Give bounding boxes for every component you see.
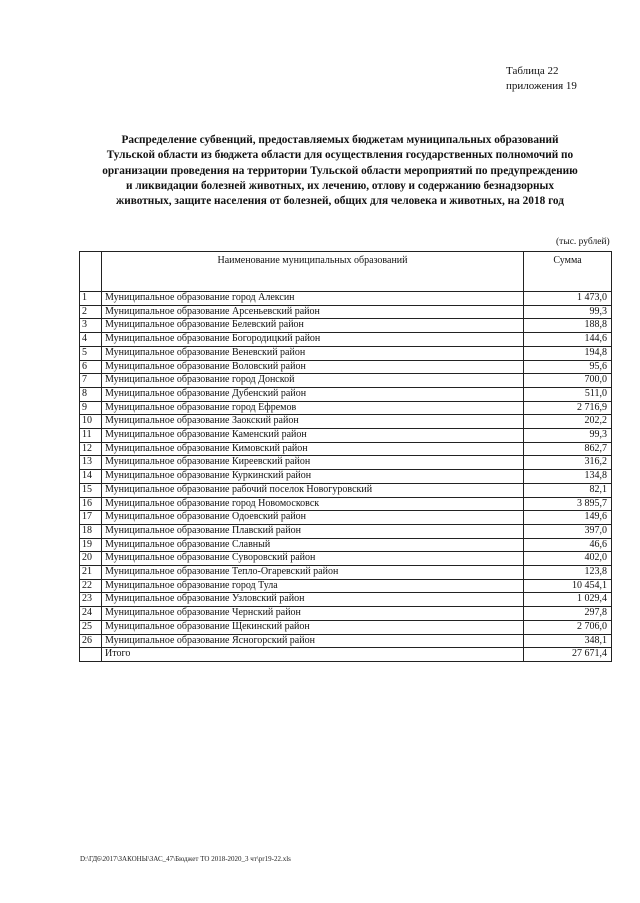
municipality-name: Муниципальное образование Куркинский район — [102, 470, 524, 484]
amount: 134,8 — [524, 470, 612, 484]
amount: 297,8 — [524, 607, 612, 621]
row-number: 14 — [80, 470, 102, 484]
table-row — [80, 552, 612, 566]
row-number: 10 — [80, 415, 102, 429]
municipality-name: Муниципальное образование Суворовский район — [102, 552, 524, 566]
table-row — [80, 292, 612, 306]
table-row — [80, 566, 612, 580]
amount: 99,3 — [524, 429, 612, 443]
amount: 397,0 — [524, 524, 612, 538]
municipality-name: Муниципальное образование Плавский район — [102, 524, 524, 538]
table-row — [80, 456, 612, 470]
municipality-name: Муниципальное образование Белевский район — [102, 319, 524, 333]
row-number: 19 — [80, 538, 102, 552]
title-line: и ликвидации болезней животных, их лечению, отлову и содержанию безнадзорных — [126, 179, 554, 192]
row-number: 16 — [80, 497, 102, 511]
table-row — [80, 442, 612, 456]
row-number: 26 — [80, 634, 102, 648]
row-number: 22 — [80, 579, 102, 593]
title-line: животных, защите населения от болезней, общих для человека и животных, на 2018 год — [116, 195, 564, 208]
table-row — [80, 374, 612, 388]
row-number: 18 — [80, 524, 102, 538]
table-row — [80, 497, 612, 511]
amount: 144,6 — [524, 333, 612, 347]
row-number: 1 — [80, 292, 102, 306]
amount: 348,1 — [524, 634, 612, 648]
municipality-name: Муниципальное образование Узловский район — [102, 593, 524, 607]
header-name: Наименование муниципальных образований — [102, 252, 524, 292]
table-body — [80, 292, 612, 662]
amount: 2 706,0 — [524, 620, 612, 634]
title-line: Распределение субвенций, предоставляемых бюджетам муниципальных образований — [121, 134, 559, 146]
header-sum: Сумма — [524, 252, 612, 292]
table-row — [80, 415, 612, 429]
municipality-name: Муниципальное образование Чернский район — [102, 607, 524, 621]
row-number: 3 — [80, 319, 102, 333]
amount: 1 029,4 — [524, 593, 612, 607]
header-number — [80, 252, 102, 292]
municipality-name: Муниципальное образование город Алексин — [102, 292, 524, 306]
subventions-table — [79, 251, 612, 662]
municipality-name: Итого — [102, 648, 524, 662]
table-row — [80, 538, 612, 552]
municipality-name: Муниципальное образование Славный — [102, 538, 524, 552]
municipality-name: Муниципальное образование Ясногорский район — [102, 634, 524, 648]
table-row — [80, 620, 612, 634]
table-row — [80, 305, 612, 319]
amount: 202,2 — [524, 415, 612, 429]
municipality-name: Муниципальное образование Кимовский район — [102, 442, 524, 456]
municipality-name: Муниципальное образование Воловский район — [102, 360, 524, 374]
table-row — [80, 634, 612, 648]
amount: 82,1 — [524, 483, 612, 497]
table-row — [80, 607, 612, 621]
table-row — [80, 511, 612, 525]
row-number: 23 — [80, 593, 102, 607]
row-number: 25 — [80, 620, 102, 634]
municipality-name: Муниципальное образование рабочий поселок Новогуровский — [102, 483, 524, 497]
row-number: 15 — [80, 483, 102, 497]
row-number: 5 — [80, 346, 102, 360]
table-row — [80, 387, 612, 401]
title-line: организации проведения на территории Тульской области мероприятий по предупреждению — [102, 164, 578, 177]
row-number: 7 — [80, 374, 102, 388]
municipality-name: Муниципальное образование Киреевский район — [102, 456, 524, 470]
table-row — [80, 593, 612, 607]
amount: 10 454,1 — [524, 579, 612, 593]
municipality-name: Муниципальное образование город Донской — [102, 374, 524, 388]
table-row — [80, 579, 612, 593]
table-row — [80, 401, 612, 415]
row-number: 9 — [80, 401, 102, 415]
appendix-number: приложения 19 — [506, 80, 577, 92]
amount: 46,6 — [524, 538, 612, 552]
title-line: Тульской области из бюджета области для осуществления государственных полномочий по — [106, 149, 574, 162]
row-number: 11 — [80, 429, 102, 443]
row-number: 12 — [80, 442, 102, 456]
municipality-name: Муниципальное образование Веневский район — [102, 346, 524, 360]
row-number: 8 — [80, 387, 102, 401]
document-title — [70, 133, 610, 209]
row-number: 6 — [80, 360, 102, 374]
amount: 27 671,4 — [524, 648, 612, 662]
municipality-name: Муниципальное образование Арсеньевский район — [102, 305, 524, 319]
table-row — [80, 429, 612, 443]
amount: 316,2 — [524, 456, 612, 470]
table-reference — [506, 64, 577, 94]
table-row — [80, 360, 612, 374]
table-row — [80, 333, 612, 347]
table-header-row — [80, 252, 612, 292]
amount: 700,0 — [524, 374, 612, 388]
amount: 2 716,9 — [524, 401, 612, 415]
amount: 95,6 — [524, 360, 612, 374]
amount: 188,8 — [524, 319, 612, 333]
amount: 862,7 — [524, 442, 612, 456]
amount: 402,0 — [524, 552, 612, 566]
municipality-name: Муниципальное образование Заокский район — [102, 415, 524, 429]
municipality-name: Муниципальное образование Щекинский район — [102, 620, 524, 634]
row-number: 13 — [80, 456, 102, 470]
row-number: 17 — [80, 511, 102, 525]
municipality-name: Муниципальное образование город Тула — [102, 579, 524, 593]
file-path: D:\ГД6\2017\ЗАКОНЫ\ЗАС_47\Бюджет ТО 2018-2020_3 чт\pr19-22.xls — [80, 855, 291, 863]
amount: 511,0 — [524, 387, 612, 401]
row-number: 20 — [80, 552, 102, 566]
amount: 123,8 — [524, 566, 612, 580]
municipality-name: Муниципальное образование Тепло-Огаревский район — [102, 566, 524, 580]
municipality-name: Муниципальное образование Богородицкий район — [102, 333, 524, 347]
table-row — [80, 483, 612, 497]
amount: 99,3 — [524, 305, 612, 319]
row-number: 24 — [80, 607, 102, 621]
municipality-name: Муниципальное образование город Ефремов — [102, 401, 524, 415]
amount: 194,8 — [524, 346, 612, 360]
row-number: 4 — [80, 333, 102, 347]
table-row — [80, 319, 612, 333]
total-row — [80, 648, 612, 662]
amount: 1 473,0 — [524, 292, 612, 306]
municipality-name: Муниципальное образование город Новомосковск — [102, 497, 524, 511]
row-number — [80, 648, 102, 662]
municipality-name: Муниципальное образование Одоевский район — [102, 511, 524, 525]
row-number: 21 — [80, 566, 102, 580]
table-row — [80, 524, 612, 538]
amount: 3 895,7 — [524, 497, 612, 511]
municipality-name: Муниципальное образование Каменский район — [102, 429, 524, 443]
amount: 149,6 — [524, 511, 612, 525]
municipality-name: Муниципальное образование Дубенский район — [102, 387, 524, 401]
table-row — [80, 346, 612, 360]
table-row — [80, 470, 612, 484]
row-number: 2 — [80, 305, 102, 319]
table-number: Таблица 22 — [506, 65, 559, 77]
units-label: (тыс. рублей) — [556, 237, 610, 247]
